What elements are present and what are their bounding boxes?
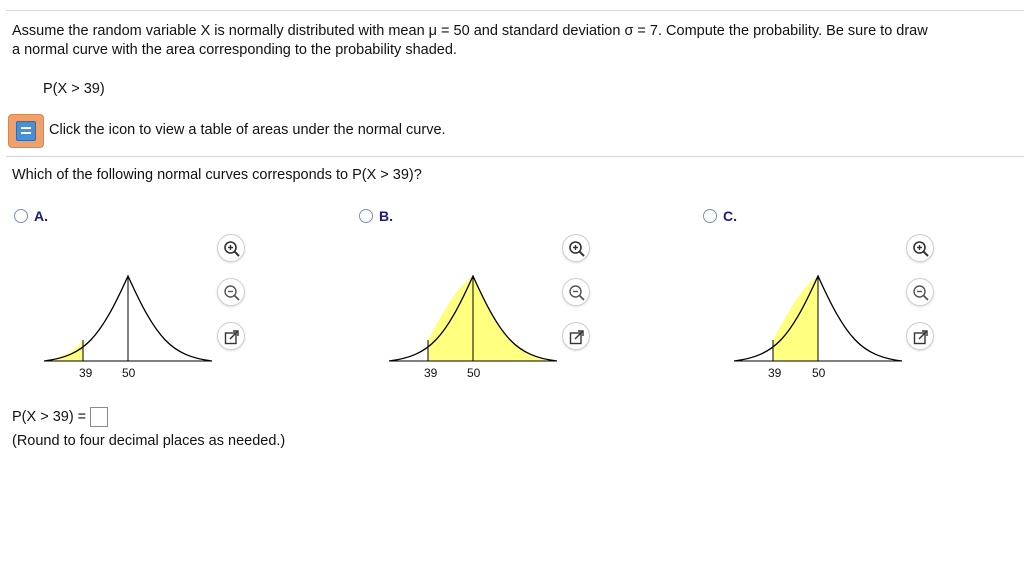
- option-b[interactable]: [359, 208, 393, 224]
- zoom-out-button-a[interactable]: [217, 278, 245, 306]
- option-c-radio[interactable]: [703, 209, 717, 223]
- shaded-area-c: [773, 276, 818, 361]
- probability-expression: P(X > 39): [43, 81, 105, 97]
- zoom-in-icon: [912, 240, 930, 258]
- answer-label: P(X > 39) =: [12, 408, 87, 425]
- question-text: Which of the following normal curves corresponds to P(X > 39)?: [12, 167, 422, 183]
- answer-input[interactable]: [90, 407, 108, 427]
- book-icon: [16, 121, 36, 141]
- option-c-letter: C.: [723, 208, 737, 224]
- option-b-radio[interactable]: [359, 209, 373, 223]
- zoom-in-icon: [568, 240, 586, 258]
- tick-50-a: 50: [122, 366, 136, 380]
- normal-table-button[interactable]: [8, 114, 44, 148]
- zoom-out-button-c[interactable]: [906, 278, 934, 306]
- option-b-letter: B.: [379, 208, 393, 224]
- popout-button-b[interactable]: [562, 322, 590, 350]
- normal-curve-b: [385, 268, 560, 365]
- problem-line-2: a normal curve with the area corresponding to the probability shaded.: [12, 42, 457, 58]
- zoom-in-button-b[interactable]: [562, 234, 590, 262]
- shaded-area-b: [428, 276, 557, 361]
- zoom-in-button-c[interactable]: [906, 234, 934, 262]
- popout-icon: [568, 328, 586, 346]
- tick-50-c: 50: [812, 366, 826, 380]
- option-c[interactable]: [703, 208, 737, 224]
- normal-curve-c: [730, 268, 905, 365]
- zoom-out-icon: [912, 284, 930, 302]
- zoom-out-icon: [223, 284, 241, 302]
- option-a-radio[interactable]: [14, 209, 28, 223]
- tick-39-a: 39: [79, 366, 93, 380]
- tick-39-b: 39: [424, 366, 438, 380]
- table-link-text: Click the icon to view a table of areas under the normal curve.: [49, 122, 446, 138]
- zoom-in-button-a[interactable]: [217, 234, 245, 262]
- option-a[interactable]: [14, 208, 48, 224]
- problem-statement: [12, 22, 1024, 60]
- zoom-out-icon: [568, 284, 586, 302]
- answer-line: [12, 407, 108, 427]
- zoom-in-icon: [223, 240, 241, 258]
- popout-button-c[interactable]: [906, 322, 934, 350]
- section-divider: [6, 156, 1024, 157]
- option-a-letter: A.: [34, 208, 48, 224]
- tick-39-c: 39: [768, 366, 782, 380]
- top-divider: [6, 10, 1024, 11]
- tick-50-b: 50: [467, 366, 481, 380]
- popout-button-a[interactable]: [217, 322, 245, 350]
- popout-icon: [912, 328, 930, 346]
- normal-curve-a: [40, 268, 215, 365]
- problem-line-1: Assume the random variable X is normally distributed with mean μ = 50 and standard deviation σ = 7. Compute the probability. Be sure to draw: [12, 23, 928, 39]
- popout-icon: [223, 328, 241, 346]
- rounding-note: (Round to four decimal places as needed.): [12, 433, 286, 449]
- zoom-out-button-b[interactable]: [562, 278, 590, 306]
